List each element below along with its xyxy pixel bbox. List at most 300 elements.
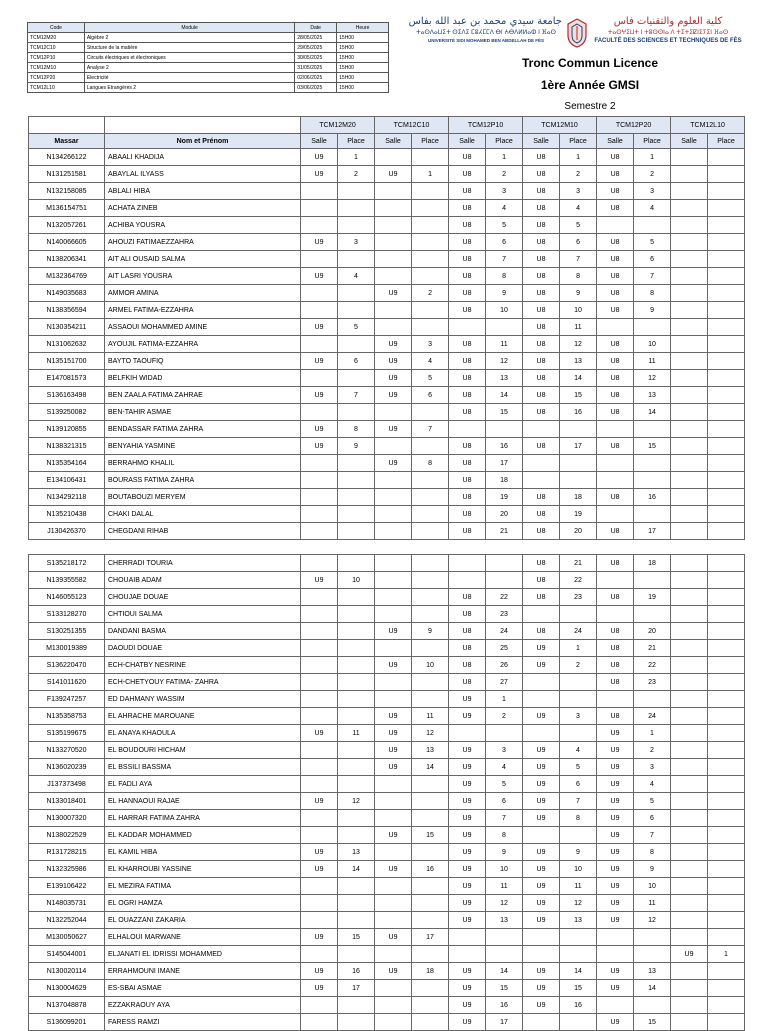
salle-cell xyxy=(301,623,338,640)
salle-cell xyxy=(375,810,412,827)
place-cell: 3 xyxy=(634,759,671,776)
place-cell xyxy=(412,606,449,623)
salle-cell: U8 xyxy=(523,149,560,166)
massar-cell: J130426370 xyxy=(29,523,105,540)
place-cell xyxy=(708,1014,745,1031)
place-cell: 10 xyxy=(634,878,671,895)
salle-cell: U9 xyxy=(523,844,560,861)
salle-cell xyxy=(671,387,708,404)
salle-cell xyxy=(301,336,338,353)
place-cell: 25 xyxy=(486,640,523,657)
massar-cell: N130354211 xyxy=(29,319,105,336)
salle-cell xyxy=(671,523,708,540)
place-cell: 9 xyxy=(634,861,671,878)
salle-cell xyxy=(597,997,634,1014)
schedule-row xyxy=(28,33,389,43)
student-row xyxy=(29,555,745,572)
salle-cell xyxy=(671,691,708,708)
place-cell xyxy=(634,472,671,489)
salle-cell xyxy=(301,997,338,1014)
name-cell: EL BOUDOURI HICHAM xyxy=(105,742,301,759)
place-cell: 16 xyxy=(486,438,523,455)
place-cell xyxy=(338,895,375,912)
student-row xyxy=(29,353,745,370)
place-cell: 3 xyxy=(634,183,671,200)
place-cell: 3 xyxy=(560,183,597,200)
place-cell xyxy=(412,183,449,200)
exam-time: 15H00 xyxy=(337,53,389,63)
place-cell: 7 xyxy=(560,251,597,268)
student-row xyxy=(29,640,745,657)
place-cell: 9 xyxy=(560,285,597,302)
salle-cell: U8 xyxy=(523,387,560,404)
salle-cell xyxy=(671,421,708,438)
name-cell: BOUTABOUZI MERYEM xyxy=(105,489,301,506)
name-cell: EL MEZIRA FATIMA xyxy=(105,878,301,895)
place-cell xyxy=(412,997,449,1014)
massar-cell: S136099201 xyxy=(29,1014,105,1031)
place-cell: 5 xyxy=(486,776,523,793)
place-cell: 4 xyxy=(560,742,597,759)
massar-cell: J137373498 xyxy=(29,776,105,793)
student-row xyxy=(29,183,745,200)
massar-cell: N138022529 xyxy=(29,827,105,844)
place-cell xyxy=(338,404,375,421)
place-cell xyxy=(338,523,375,540)
salle-cell: U9 xyxy=(597,725,634,742)
place-cell: 3 xyxy=(486,742,523,759)
salle-cell: U9 xyxy=(449,827,486,844)
place-cell xyxy=(338,472,375,489)
salle-cell: U8 xyxy=(449,166,486,183)
salle-cell: U9 xyxy=(375,353,412,370)
salle-cell: U9 xyxy=(375,708,412,725)
module-name: Algèbre 2 xyxy=(84,33,294,43)
place-cell: 13 xyxy=(634,963,671,980)
salle-cell: U8 xyxy=(597,149,634,166)
salle-cell: U9 xyxy=(523,810,560,827)
salle-cell: U9 xyxy=(523,759,560,776)
salle-cell xyxy=(375,523,412,540)
massar-cell: F139247257 xyxy=(29,691,105,708)
empty-header-cell xyxy=(29,117,105,134)
salle-cell: U8 xyxy=(449,200,486,217)
place-cell xyxy=(412,980,449,997)
salle-cell: U8 xyxy=(597,555,634,572)
place-cell: 18 xyxy=(560,489,597,506)
salle-cell xyxy=(671,472,708,489)
place-cell: 15 xyxy=(338,929,375,946)
place-cell: 1 xyxy=(560,640,597,657)
institution-logo xyxy=(410,16,744,50)
name-cell: BELFKIH WIDAD xyxy=(105,370,301,387)
salle-cell: U8 xyxy=(597,302,634,319)
salle-cell: U9 xyxy=(523,640,560,657)
place-cell: 1 xyxy=(486,691,523,708)
exam-time: 15H00 xyxy=(337,73,389,83)
place-cell: 14 xyxy=(560,370,597,387)
place-cell xyxy=(708,572,745,589)
place-cell: 14 xyxy=(412,759,449,776)
salle-cell: U8 xyxy=(449,455,486,472)
salle-cell: U8 xyxy=(597,336,634,353)
student-row xyxy=(29,319,745,336)
salle-cell: U8 xyxy=(449,506,486,523)
place-cell: 22 xyxy=(486,589,523,606)
name-cell: EL FADLI AYA xyxy=(105,776,301,793)
massar-cell: N130007320 xyxy=(29,810,105,827)
place-cell: 7 xyxy=(486,251,523,268)
place-cell: 26 xyxy=(486,657,523,674)
place-cell: 14 xyxy=(486,963,523,980)
place-cell xyxy=(708,353,745,370)
schedule-header: Module xyxy=(84,23,294,33)
place-cell xyxy=(338,489,375,506)
salle-cell xyxy=(671,572,708,589)
salle-cell xyxy=(597,319,634,336)
salle-cell xyxy=(671,404,708,421)
student-row xyxy=(29,217,745,234)
place-cell xyxy=(338,555,375,572)
schedule-header: Date xyxy=(295,23,337,33)
salle-cell xyxy=(523,472,560,489)
name-cell: BAYTO TAOUFIQ xyxy=(105,353,301,370)
salle-cell xyxy=(597,929,634,946)
place-cell: 10 xyxy=(560,302,597,319)
salle-cell xyxy=(375,912,412,929)
salle-cell: U9 xyxy=(301,149,338,166)
salle-cell xyxy=(375,878,412,895)
place-cell: 6 xyxy=(634,810,671,827)
place-cell: 16 xyxy=(634,489,671,506)
place-cell xyxy=(708,963,745,980)
place-cell: 1 xyxy=(560,149,597,166)
salle-cell xyxy=(671,861,708,878)
salle-cell xyxy=(597,946,634,963)
empty-header-cell xyxy=(105,117,301,134)
name-cell: BERRAHMO KHALIL xyxy=(105,455,301,472)
module-name: Langues Etrangères 2 xyxy=(84,83,294,93)
place-cell: 13 xyxy=(338,844,375,861)
module-name: Analyse 2 xyxy=(84,63,294,73)
place-cell xyxy=(412,946,449,963)
name-cell: BOURASS FATIMA ZAHRA xyxy=(105,472,301,489)
massar-cell: S136220470 xyxy=(29,657,105,674)
salle-cell: U8 xyxy=(523,336,560,353)
place-cell xyxy=(560,455,597,472)
place-cell xyxy=(412,912,449,929)
place-cell: 4 xyxy=(486,759,523,776)
salle-header: Salle xyxy=(301,134,338,149)
salle-cell xyxy=(597,472,634,489)
place-cell: 14 xyxy=(634,980,671,997)
salle-cell: U9 xyxy=(597,810,634,827)
module-code: TCM12L10 xyxy=(28,83,85,93)
place-cell: 9 xyxy=(412,623,449,640)
place-cell xyxy=(412,691,449,708)
massar-cell: N130020114 xyxy=(29,963,105,980)
university-name-fr: UNIVERSITÉ SIDI MOHAMED BEN ABDELLAH DE FÈS xyxy=(427,38,545,43)
salle-header: Salle xyxy=(671,134,708,149)
salle-cell xyxy=(671,980,708,997)
schedule-header: Code xyxy=(28,23,85,33)
salle-cell: U9 xyxy=(301,319,338,336)
place-cell: 15 xyxy=(560,980,597,997)
massar-cell: N138356594 xyxy=(29,302,105,319)
massar-cell: S135199675 xyxy=(29,725,105,742)
name-cell: AHOUZI FATIMAEZZAHRA xyxy=(105,234,301,251)
salle-cell xyxy=(671,725,708,742)
salle-cell xyxy=(301,895,338,912)
place-cell: 24 xyxy=(486,623,523,640)
place-cell: 13 xyxy=(560,353,597,370)
student-row xyxy=(29,963,745,980)
student-row xyxy=(29,878,745,895)
salle-cell xyxy=(597,606,634,623)
place-cell xyxy=(708,166,745,183)
salle-cell xyxy=(301,302,338,319)
exam-date: 31/05/2025 xyxy=(295,63,337,73)
place-cell xyxy=(412,200,449,217)
salle-cell xyxy=(301,946,338,963)
salle-cell xyxy=(671,589,708,606)
place-cell xyxy=(708,980,745,997)
salle-cell xyxy=(523,725,560,742)
salle-cell: U9 xyxy=(301,963,338,980)
place-cell xyxy=(412,793,449,810)
place-cell: 17 xyxy=(486,455,523,472)
place-cell xyxy=(560,674,597,691)
salle-cell: U9 xyxy=(375,827,412,844)
name-cell: EL OGRI HAMZA xyxy=(105,895,301,912)
module-header: TCM12P20 xyxy=(597,117,671,134)
place-cell xyxy=(338,691,375,708)
salle-cell xyxy=(301,708,338,725)
salle-cell: U8 xyxy=(597,285,634,302)
place-cell: 8 xyxy=(486,268,523,285)
salle-cell xyxy=(301,183,338,200)
salle-cell: U8 xyxy=(597,489,634,506)
salle-cell xyxy=(671,776,708,793)
place-cell: 2 xyxy=(634,166,671,183)
salle-cell: U8 xyxy=(449,302,486,319)
salle-cell xyxy=(301,1014,338,1031)
place-cell: 6 xyxy=(634,251,671,268)
module-header: TCM12L10 xyxy=(671,117,745,134)
place-cell xyxy=(412,810,449,827)
salle-cell xyxy=(449,319,486,336)
place-cell: 9 xyxy=(338,438,375,455)
place-cell xyxy=(338,878,375,895)
massar-cell: M136154751 xyxy=(29,200,105,217)
salle-cell: U9 xyxy=(597,963,634,980)
salle-cell: U9 xyxy=(301,353,338,370)
salle-cell xyxy=(523,421,560,438)
place-cell xyxy=(708,810,745,827)
place-cell xyxy=(338,606,375,623)
massar-cell: N135151700 xyxy=(29,353,105,370)
massar-cell: S139250082 xyxy=(29,404,105,421)
salle-cell xyxy=(375,472,412,489)
place-cell xyxy=(560,421,597,438)
student-row xyxy=(29,506,745,523)
salle-cell xyxy=(375,589,412,606)
place-cell xyxy=(708,438,745,455)
salle-cell: U9 xyxy=(449,912,486,929)
place-cell xyxy=(560,472,597,489)
salle-cell: U8 xyxy=(523,285,560,302)
place-header: Place xyxy=(412,134,449,149)
salle-cell: U8 xyxy=(449,387,486,404)
exam-date: 28/05/2025 xyxy=(295,33,337,43)
place-cell: 11 xyxy=(634,895,671,912)
module-code: TCM12P20 xyxy=(28,73,85,83)
salle-cell: U8 xyxy=(449,489,486,506)
massar-cell: N138321315 xyxy=(29,438,105,455)
place-cell xyxy=(560,929,597,946)
salle-cell xyxy=(375,895,412,912)
massar-cell: E139106422 xyxy=(29,878,105,895)
salle-cell xyxy=(301,606,338,623)
place-cell xyxy=(634,572,671,589)
salle-cell: U9 xyxy=(301,980,338,997)
place-cell xyxy=(634,319,671,336)
student-row xyxy=(29,234,745,251)
salle-cell: U9 xyxy=(375,285,412,302)
salle-cell: U8 xyxy=(449,438,486,455)
name-cell: FARESS RAMZI xyxy=(105,1014,301,1031)
salle-header: Salle xyxy=(449,134,486,149)
salle-cell xyxy=(523,827,560,844)
place-cell: 8 xyxy=(634,844,671,861)
place-cell: 8 xyxy=(338,421,375,438)
faculty-name-ar: كلية العلوم والتقنيات فاس xyxy=(613,16,723,27)
place-cell: 12 xyxy=(486,353,523,370)
salle-cell: U8 xyxy=(449,285,486,302)
name-cell: EL HARRAR FATIMA ZAHRA xyxy=(105,810,301,827)
salle-cell: U9 xyxy=(449,776,486,793)
module-code: TCM12P10 xyxy=(28,53,85,63)
place-cell: 23 xyxy=(560,589,597,606)
place-cell: 15 xyxy=(560,387,597,404)
place-cell xyxy=(560,946,597,963)
salle-cell: U9 xyxy=(597,793,634,810)
salle-cell xyxy=(375,234,412,251)
salle-cell: U8 xyxy=(597,657,634,674)
name-cell: EL KHARROUBI YASSINE xyxy=(105,861,301,878)
student-placement-table-continued xyxy=(28,554,745,1031)
name-cell: CHTIOUI SALMA xyxy=(105,606,301,623)
name-cell: BEN-TAHIR ASMAE xyxy=(105,404,301,421)
salle-cell xyxy=(671,844,708,861)
place-cell xyxy=(634,929,671,946)
place-cell: 20 xyxy=(634,623,671,640)
student-row xyxy=(29,489,745,506)
place-cell xyxy=(708,793,745,810)
salle-cell xyxy=(301,370,338,387)
salle-header: Salle xyxy=(523,134,560,149)
massar-cell: N132325986 xyxy=(29,861,105,878)
place-cell: 5 xyxy=(486,217,523,234)
place-cell xyxy=(486,555,523,572)
salle-cell xyxy=(375,217,412,234)
exam-time: 15H00 xyxy=(337,63,389,73)
place-cell xyxy=(634,506,671,523)
place-cell: 3 xyxy=(338,234,375,251)
massar-cell: S141011620 xyxy=(29,674,105,691)
place-cell xyxy=(708,725,745,742)
place-cell: 6 xyxy=(486,793,523,810)
place-cell: 12 xyxy=(412,725,449,742)
place-cell: 2 xyxy=(560,166,597,183)
place-cell: 19 xyxy=(560,506,597,523)
salle-cell xyxy=(671,200,708,217)
place-cell: 24 xyxy=(560,623,597,640)
place-cell xyxy=(708,912,745,929)
module-header: TCM12M20 xyxy=(301,117,375,134)
massar-header: Massar xyxy=(29,134,105,149)
place-cell xyxy=(560,691,597,708)
massar-cell: N138206341 xyxy=(29,251,105,268)
place-cell xyxy=(338,506,375,523)
place-cell: 9 xyxy=(486,285,523,302)
salle-cell xyxy=(597,217,634,234)
salle-cell xyxy=(449,725,486,742)
place-cell xyxy=(412,523,449,540)
place-cell: 7 xyxy=(486,810,523,827)
name-cell: EL KADDAR MOHAMMED xyxy=(105,827,301,844)
place-cell: 18 xyxy=(486,472,523,489)
salle-cell: U9 xyxy=(523,742,560,759)
student-row xyxy=(29,742,745,759)
massar-cell: N148035731 xyxy=(29,895,105,912)
schedule-row xyxy=(28,73,389,83)
place-cell: 8 xyxy=(634,285,671,302)
massar-cell: N134292118 xyxy=(29,489,105,506)
student-row xyxy=(29,455,745,472)
salle-cell: U8 xyxy=(449,404,486,421)
salle-cell xyxy=(523,691,560,708)
salle-cell xyxy=(375,997,412,1014)
place-cell: 5 xyxy=(634,793,671,810)
place-cell: 6 xyxy=(560,776,597,793)
salle-cell: U9 xyxy=(597,776,634,793)
name-cell: BENDASSAR FATIMA ZAHRA xyxy=(105,421,301,438)
place-cell xyxy=(412,674,449,691)
salle-cell xyxy=(671,810,708,827)
name-cell: AIT LASRI YOUSRA xyxy=(105,268,301,285)
massar-cell: N133018401 xyxy=(29,793,105,810)
place-cell xyxy=(708,640,745,657)
salle-header: Salle xyxy=(597,134,634,149)
place-cell: 15 xyxy=(486,404,523,421)
salle-cell xyxy=(671,285,708,302)
salle-cell xyxy=(671,149,708,166)
salle-cell xyxy=(671,438,708,455)
salle-cell: U9 xyxy=(597,912,634,929)
place-cell xyxy=(634,606,671,623)
place-cell xyxy=(338,810,375,827)
salle-cell: U8 xyxy=(449,370,486,387)
place-cell xyxy=(338,912,375,929)
university-name-tifinagh: ⵜⴰⵙⴷⴰⵡⵉⵜ ⵙⵉⴷⵉ ⵎⵓⵃⵎⵎⴷ ⴱⵏ ⵄⴱⴷⵍⵍⴰⵀ ⵏ ⴼⴰⵙ xyxy=(416,30,556,36)
place-cell: 11 xyxy=(560,319,597,336)
place-cell xyxy=(412,251,449,268)
place-cell xyxy=(708,742,745,759)
salle-cell xyxy=(671,370,708,387)
salle-cell xyxy=(301,810,338,827)
name-cell: ABAALI KHADIJA xyxy=(105,149,301,166)
